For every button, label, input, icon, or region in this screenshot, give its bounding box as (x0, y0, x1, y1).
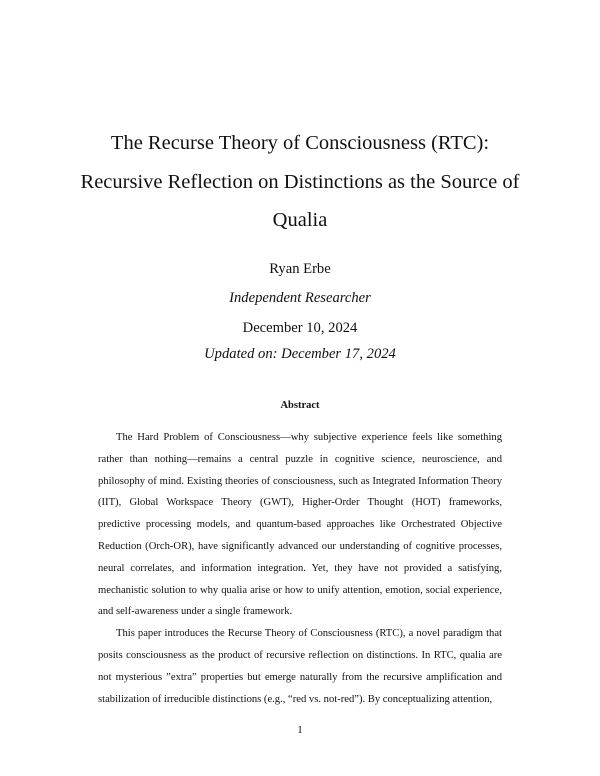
title-line-2: Recursive Reflection on Distinctions as the Source of (80, 171, 520, 193)
publication-date: December 10, 2024 (242, 320, 358, 336)
abstract-paragraph-1: The Hard Problem of Consciousness—why subjective experience feels like something rather than nothing—remains a central puzzle in cognitive science, neuroscience, and philosophy of mind. Existing theories of consciousness, such as Integrated Information Theory (IIT), Global Workspace Theory (GWT), Higher-Order Thought (HOT) frameworks, predictive processing models, and quantum-based approaches like Orchestrated Objective Reduction (Orch-OR), have significantly advanced our understanding of cognitive processes, neural correlates, and information integration. Yet, they have not provided a satisfying, mechanistic solution to why qualia arise or how to unify attention, emotion, social experience, and self-awareness under a single framework. (98, 432, 502, 618)
title-line-3: Qualia (272, 209, 328, 231)
page-number: 1 (297, 724, 303, 736)
abstract-body (98, 427, 502, 710)
abstract-heading: Abstract (280, 400, 320, 411)
author-name: Ryan Erbe (269, 261, 331, 277)
title-line-1: The Recurse Theory of Consciousness (RTC): (110, 132, 490, 154)
author-affiliation: Independent Researcher (229, 290, 371, 306)
abstract-paragraph-2: This paper introduces the Recurse Theory of Consciousness (RTC), a novel paradigm that posits consciousness as the product of recursive reflection on distinctions. In RTC, qualia are not mysterious ”extra” properties but emerge naturally from the recursive amplification and stabilization of irreducible distinctions (e.g., “red vs. not-red”). By conceptualizing attention, (98, 628, 502, 705)
updated-date: Updated on: December 17, 2024 (204, 346, 396, 362)
